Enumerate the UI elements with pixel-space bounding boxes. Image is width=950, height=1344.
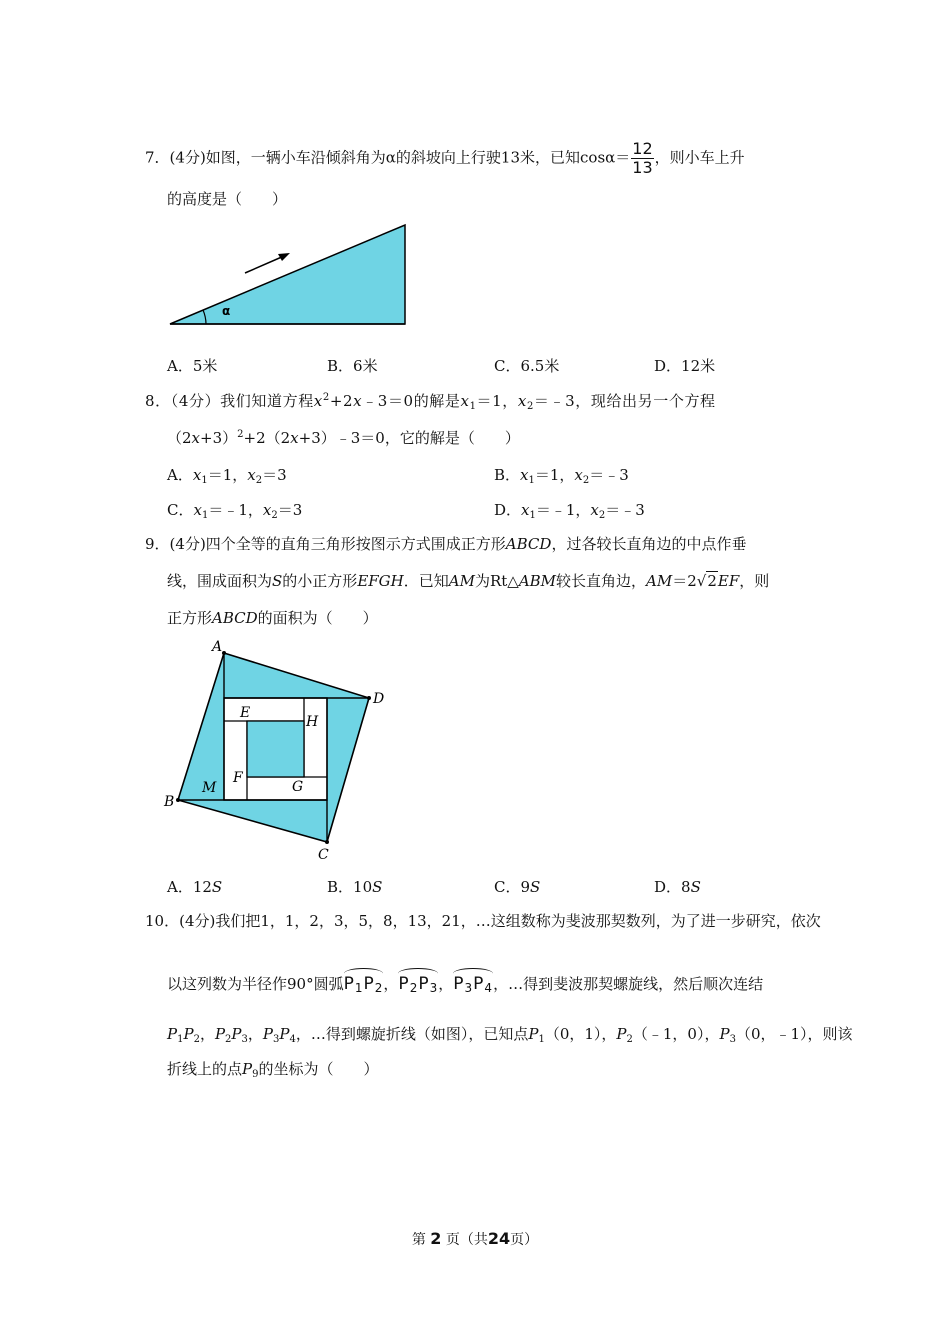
label-h: H: [306, 714, 319, 730]
q8-option-d[interactable]: D．$x_1=﹣1$，$x_2=﹣3$: [494, 501, 645, 521]
q9-option-b[interactable]: B．10S: [327, 878, 383, 896]
q7-option-b[interactable]: B．6米: [327, 357, 378, 375]
q9-option-a[interactable]: A．12S: [167, 878, 223, 896]
label-a: A: [212, 639, 223, 655]
q9-square-figure: [160, 636, 400, 864]
angle-alpha-label: α: [222, 304, 231, 318]
q8-line2: $(2x+3)^2+2(2x+3)﹣3=0$，它的解是（ ）: [167, 429, 520, 447]
arrow-head: [278, 253, 290, 261]
q7-line2: 的高度是（ ）: [167, 190, 288, 208]
q8-option-a[interactable]: A．$x_1=1$，$x_2=3$: [167, 466, 287, 486]
page-total: 24: [487, 1229, 511, 1248]
point-d: [367, 696, 371, 700]
q7-line1: 7．(4分)如图，一辆小车沿倾斜角为α的斜坡向上行驶13米，已知cosα＝ $\frac{12}{13}$ ，则小车上升: [145, 139, 745, 177]
point-a: [222, 651, 226, 655]
q7-slope-figure: [160, 220, 420, 332]
q10-line1: 10．(4分)我们把1，1，2，3，5，8，13，21，…这组数称为斐波那契数列，为了进一步研究，依次: [145, 912, 821, 930]
label-c: C: [318, 847, 329, 863]
point-c: [325, 840, 329, 844]
q9-line1: 9．(4分)四个全等的直角三角形按图示方式围成正方形ABCD，过各较长直角边的中点作垂: [145, 535, 747, 553]
arc-p2p3: $P_2P_3$: [398, 970, 438, 994]
q7-fraction: $\frac{12}{13}$: [632, 139, 653, 177]
q7-option-c[interactable]: C．6.5米: [494, 357, 560, 375]
q10-line3: $P_1P_2$，$P_2P_3$，$P_3P_4$，…得到螺旋折线（如图），已知点$P_1(0$，1），$P_2(﹣1$，0），$P_3(0$，﹣1），则该: [167, 1025, 853, 1045]
label-d: D: [373, 691, 385, 707]
label-m: M: [202, 780, 217, 796]
q7-option-a[interactable]: A．5米: [167, 357, 218, 375]
q8-option-b[interactable]: B．$x_1=1$，$x_2=﹣3$: [494, 466, 629, 486]
q9-line3: 正方形ABCD的面积为（ ）: [167, 609, 378, 627]
label-g: G: [292, 779, 304, 795]
slope-triangle: [170, 225, 405, 324]
arc-p3p4: $P_3P_4$: [453, 970, 493, 994]
q9-option-c[interactable]: C．9S: [494, 878, 541, 896]
q10-line2: 以这列数为半径作90°圆弧$P_1P_2$，$P_2P_3$，$P_3P_4$，…得到斐波那契螺旋线，然后顺次连结: [167, 970, 763, 994]
q8-line1: 8．（4分）我们知道方程$x^2+2x﹣3=0$的解是$x_1=1$，$x_2=﹣3$，现给出另一个方程: [145, 392, 716, 412]
point-b: [176, 798, 180, 802]
page-number: 2: [430, 1229, 442, 1248]
sqrt-symbol: √2: [696, 572, 717, 590]
label-e: E: [240, 705, 251, 721]
small-square-efgh: [247, 721, 304, 777]
q7-option-d[interactable]: D．12米: [654, 357, 716, 375]
page-footer: 第 2 页（共24页）: [411, 1229, 539, 1248]
q10-line4: 折线上的点$P_9$的坐标为（ ）: [167, 1060, 379, 1080]
direction-arrow: [245, 256, 284, 273]
label-b: B: [164, 794, 175, 810]
q9-line2: 线，围成面积为S的小正方形EFGH．已知AM为Rt△ABM较长直角边，AM＝2√2EF，则: [167, 572, 770, 590]
arc-p1p2: $P_1P_2$: [344, 970, 384, 994]
q8-option-c[interactable]: C．$x_1=﹣1$，$x_2=3$: [167, 501, 303, 521]
label-f: F: [233, 770, 243, 786]
q9-option-d[interactable]: D．8S: [654, 878, 701, 896]
